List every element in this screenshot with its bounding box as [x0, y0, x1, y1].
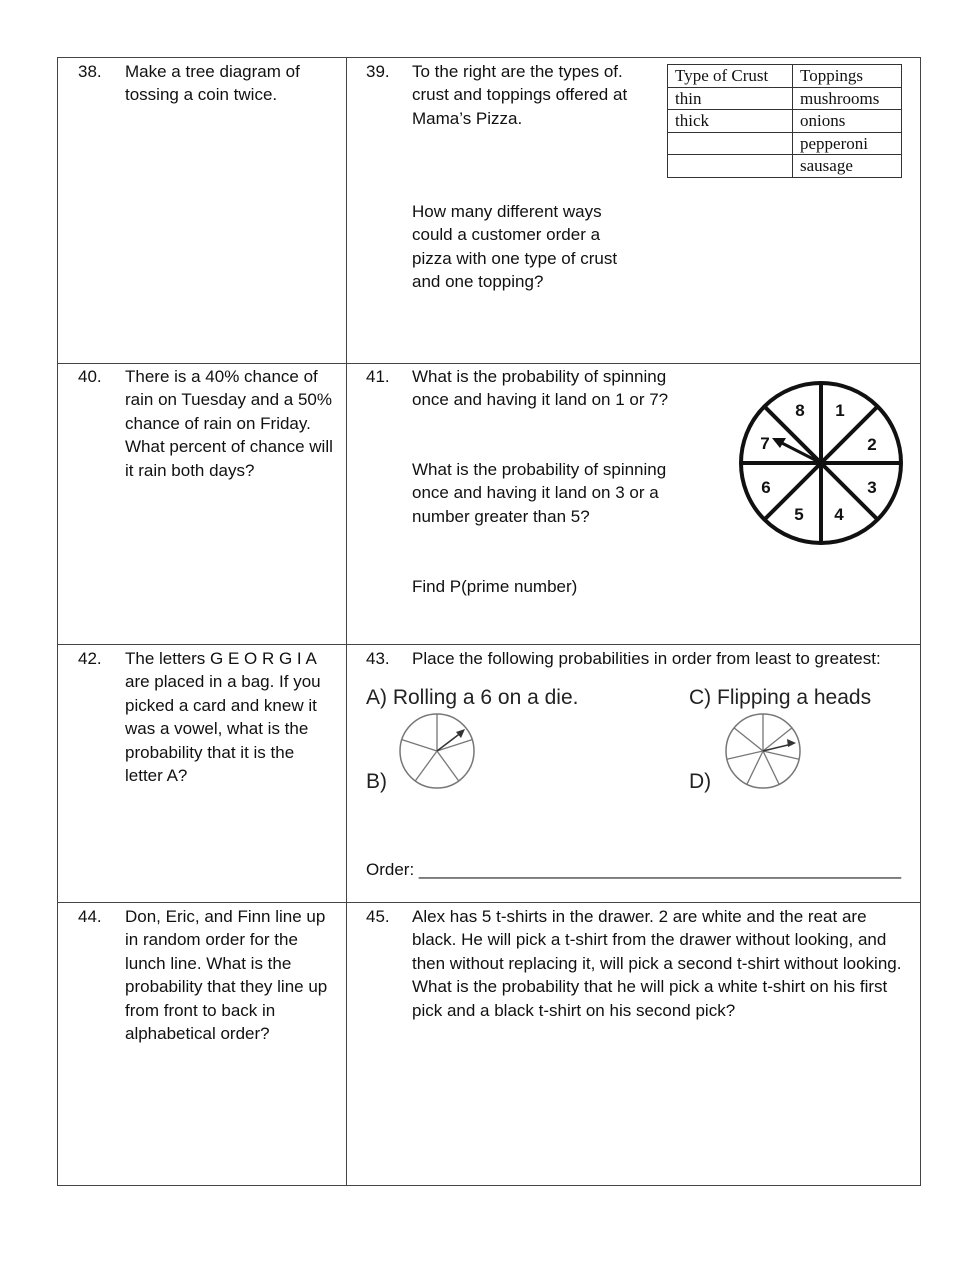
spinner-b-5-sections [396, 710, 478, 792]
question-41-number: 41. [366, 367, 390, 386]
row-divider [58, 902, 920, 903]
spinner-label: 1 [835, 401, 845, 420]
question-39-followup: How many different ways could a customer order a pizza with one type of crust and one topping? [412, 202, 618, 292]
table-cell: thin [668, 87, 793, 110]
spinner-label: 4 [834, 505, 844, 524]
spinner-8-sections [738, 380, 904, 546]
question-39-number: 39. [366, 62, 390, 81]
table-row [668, 87, 902, 110]
table-row [668, 132, 902, 155]
table-cell: mushrooms [793, 87, 902, 110]
table-cell: pepperoni [793, 132, 902, 155]
question-40-text: There is a 40% chance of rain on Tuesday and a 50% chance of rain on Friday. What percent of chance will it rain both days? [125, 367, 333, 480]
question-41-text-3: Find P(prime number) [412, 577, 578, 596]
question-38-text: Make a tree diagram of tossing a coin twice. [125, 62, 300, 105]
spinner-label: 6 [761, 478, 771, 497]
question-44-number: 44. [78, 907, 102, 926]
table-cell: thick [668, 110, 793, 133]
table-cell [668, 132, 793, 155]
option-b: B) [366, 770, 387, 793]
question-41-text-2: What is the probability of spinning once and having it land on 3 or a number greater than 5? [412, 460, 667, 526]
question-42-number: 42. [78, 649, 102, 668]
question-40-number: 40. [78, 367, 102, 386]
spinner-label: 2 [867, 435, 877, 454]
row-divider [58, 644, 920, 645]
option-a: A) Rolling a 6 on a die. [366, 686, 579, 709]
question-43-text: Place the following probabilities in order from least to greatest: [412, 649, 881, 668]
table-row [668, 155, 902, 178]
question-39-text: To the right are the types of. crust and toppings offered at Mama’s Pizza. [412, 62, 628, 128]
question-43-number: 43. [366, 649, 390, 668]
table-cell: onions [793, 110, 902, 133]
option-d: D) [689, 770, 712, 793]
question-44-text: Don, Eric, and Finn line up in random order for the lunch line. What is the probability that they line up from front to back in alphabetical order? [125, 907, 328, 1044]
column-divider [346, 58, 347, 1185]
question-45-number: 45. [366, 907, 390, 926]
table-header-cell: Type of Crust [668, 65, 793, 88]
spinner-label: 8 [795, 401, 805, 420]
question-41-text: What is the probability of spinning once and having it land on 1 or 7? [412, 367, 669, 410]
spinner-label: 5 [794, 505, 804, 524]
spinner-label: 7 [760, 434, 770, 453]
table-header-row [668, 65, 902, 88]
question-42-text: The letters G E O R G I A are placed in a bag. If you picked a card and knew it was a vowel, what is the probability that it is the letter A? [125, 649, 321, 786]
table-row [668, 110, 902, 133]
spinner-d-7-sections [722, 710, 804, 792]
order-answer-line: Order: ___________________________________________________ [366, 860, 902, 879]
table-cell [668, 155, 793, 178]
crust-toppings-table [667, 64, 902, 178]
spinner-label: 3 [867, 478, 877, 497]
question-45-text: Alex has 5 t-shirts in the drawer. 2 are white and the reat are black. He will pick a t-shirt from the drawer without looking, and then without replacing it, will pick a second t-shirt without looking. What is the probability that he will pick a white t-shirt on his first pick and a black t-shirt on his second pick? [412, 907, 902, 1020]
table-header-cell: Toppings [793, 65, 902, 88]
row-divider [58, 363, 920, 364]
question-38-number: 38. [78, 62, 102, 81]
worksheet-table [57, 57, 921, 1186]
option-c: C) Flipping a heads [689, 686, 872, 709]
table-cell: sausage [793, 155, 902, 178]
